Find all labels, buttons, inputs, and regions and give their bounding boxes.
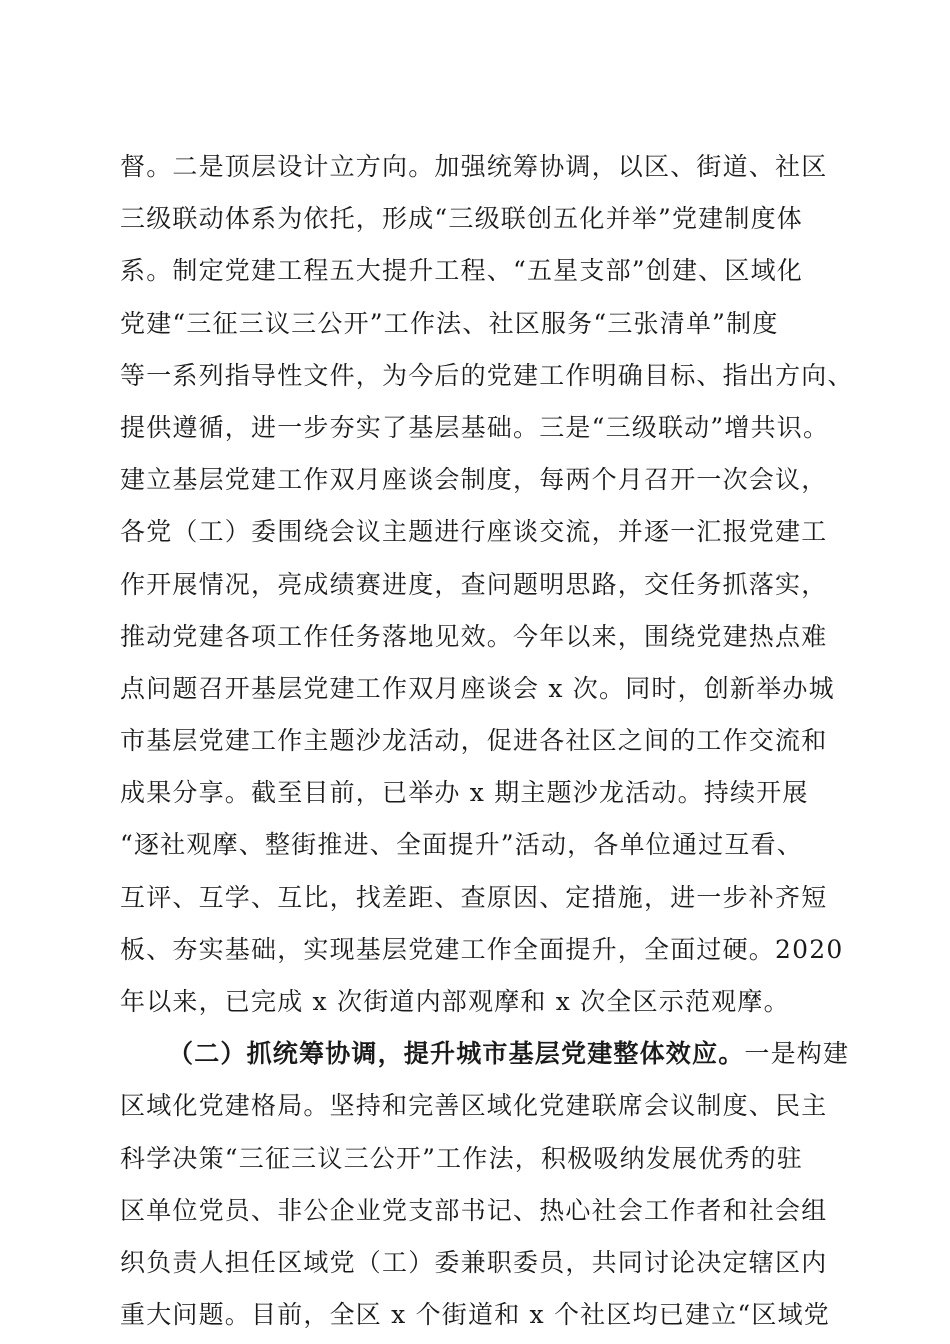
text-line: “逐社观摩、整街推进、全面提升”活动，各单位通过互看、 [120, 830, 803, 860]
text-line: 年以来，已完成 x 次街道内部观摩和 x 次全区示范观摩。 [120, 987, 790, 1016]
text-line: 科学决策“三征三议三公开”工作法，积极吸纳发展优秀的驻 [120, 1143, 803, 1173]
text-line: 党建“三征三议三公开”工作法、社区服务“三张清单”制度 [120, 308, 779, 338]
text-line: 点问题召开基层党建工作双月座谈会 x 次。同时，创新举办城 [120, 673, 835, 703]
text-line: 督。二是顶层设计立方向。加强统筹协调，以区、街道、社区 [120, 152, 828, 181]
text-line: 三级联动体系为依托，形成“三级联创五化并举”党建制度体 [120, 204, 803, 234]
text-line: 市基层党建工作主题沙龙活动，促进各社区之间的工作交流和 [120, 726, 828, 756]
text-line: 板、夯实基础，实现基层党建工作全面提升，全面过硬。2020 [120, 934, 844, 964]
text-line: 区单位党员、非公企业党支部书记、热心社会工作者和社会组 [120, 1195, 828, 1225]
paragraph-2 [120, 1028, 850, 1341]
text-line: 等一系列指导性文件，为今后的党建工作明确目标、指出方向、 [120, 360, 854, 390]
paragraph-first-line [120, 1028, 850, 1080]
text-line: 区域化党建格局。坚持和完善区域化党建联席会议制度、民主 [120, 1091, 828, 1121]
text-line: 互评、互学、互比，找差距、查原因、定措施，进一步补齐短 [120, 882, 828, 912]
text-line: 作开展情况，亮成绩赛进度，查问题明思路，交任务抓落实， [120, 569, 828, 599]
text-line: 系。制定党建工程五大提升工程、“五星支部”创建、区域化 [120, 256, 803, 286]
section-heading: （二）抓统筹协调，提升城市基层党建整体效应。 [168, 1039, 745, 1069]
document-body [120, 141, 854, 1341]
text-fragment: 一是构建 [744, 1039, 850, 1069]
text-line: 建立基层党建工作双月座谈会制度，每两个月召开一次会议， [120, 465, 828, 495]
text-line: 推动党建各项工作任务落地见效。今年以来，围绕党建热点难 [120, 621, 828, 651]
text-line: 重大问题。目前，全区 x 个街道和 x 个社区均已建立“区域党 [120, 1300, 830, 1330]
text-line: 提供遵循，进一步夯实了基层基础。三是“三级联动”增共识。 [120, 412, 830, 442]
text-line: 成果分享。截至目前，已举办 x 期主题沙龙活动。持续开展 [120, 778, 809, 808]
text-line: 各党（工）委围绕会议主题进行座谈交流，并逐一汇报党建工 [120, 517, 828, 547]
text-line: 织负责人担任区域党（工）委兼职委员，共同讨论决定辖区内 [120, 1247, 828, 1277]
paragraph-1 [120, 141, 854, 1028]
